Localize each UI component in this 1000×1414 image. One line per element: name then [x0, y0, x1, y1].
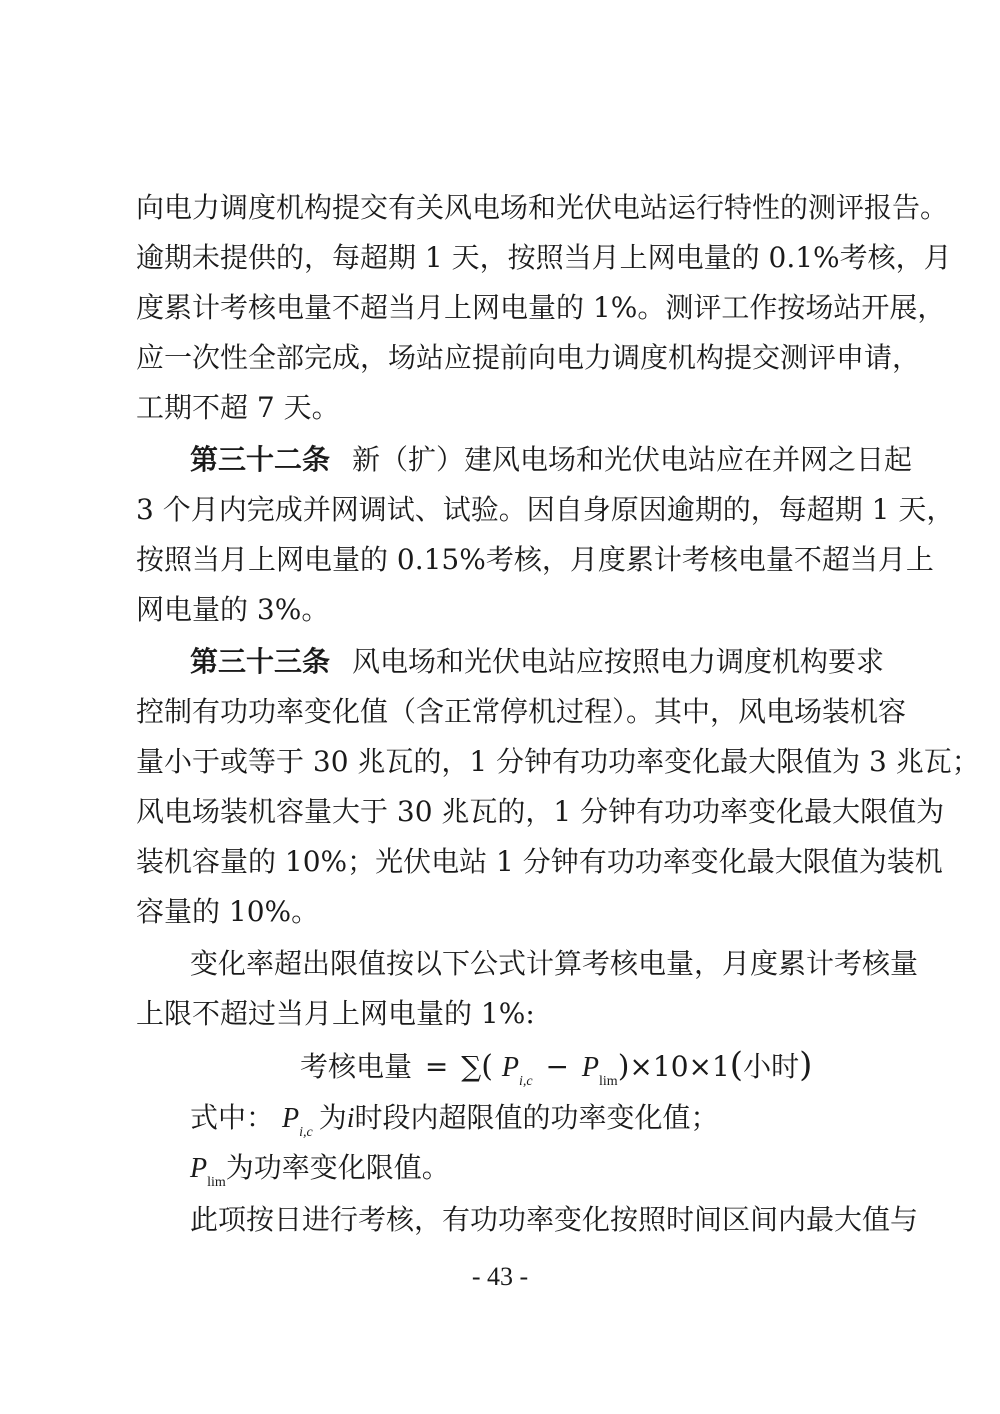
- text: 逾期未提供的，每超期 1 天，按照当月上网电量的 0.1%考核，月: [136, 241, 952, 274]
- legend-sub-ic: i,c: [299, 1125, 313, 1140]
- formula-open-paren: (: [481, 1049, 494, 1084]
- paragraph-line: [0, 336, 1000, 380]
- text: 上限不超过当月上网电量的 1%:: [136, 997, 535, 1030]
- text: 工期不超 7 天。: [136, 391, 340, 424]
- paragraph-line: [0, 1198, 1000, 1242]
- page-number: - 43 -: [471, 1262, 529, 1291]
- article-33-title: 第三十三条: [190, 645, 331, 678]
- legend-rest: 时段内超限值的功率变化值；: [354, 1101, 719, 1134]
- text: 向电力调度机构提交有关风电场和光伏电站运行特性的测评报告。: [136, 191, 949, 224]
- article-33-heading-line: [0, 640, 1000, 684]
- paragraph-line: [0, 538, 1000, 582]
- text: 度累计考核电量不超当月上网电量的 1%。测评工作按场站开展，: [136, 291, 946, 324]
- formula-sub-ic: i,c: [519, 1074, 533, 1089]
- text: [190, 1096, 719, 1146]
- assessment-formula: [300, 1040, 812, 1090]
- text: 量小于或等于 30 兆瓦的，1 分钟有功功率变化最大限值为 3 兆瓦；: [136, 745, 980, 778]
- paragraph-line: [0, 992, 1000, 1036]
- text: 风电场装机容量大于 30 兆瓦的，1 分钟有功功率变化最大限值为: [136, 795, 945, 828]
- formula-sum: ∑: [461, 1050, 482, 1083]
- paragraph-line: [0, 286, 1000, 330]
- text: 3 个月内完成并网调试、试验。因自身原因逾期的，每超期 1 天，: [136, 493, 955, 526]
- formula-unit-close: ): [799, 1045, 813, 1085]
- paragraph-line: [0, 840, 1000, 884]
- formula-factor: ×10×1: [629, 1050, 730, 1083]
- article-32-title: 第三十二条: [190, 443, 331, 476]
- legend-prefix: 式中：: [190, 1101, 275, 1134]
- paragraph-line: [0, 386, 1000, 430]
- legend-suffix: 为: [318, 1101, 347, 1134]
- legend-sub-lim: lim: [207, 1175, 226, 1190]
- legend-p-lim: P: [190, 1153, 208, 1184]
- formula-sub-lim: lim: [599, 1074, 618, 1089]
- text: 按照当月上网电量的 0.15%考核，月度累计考核电量不超当月上: [136, 543, 934, 576]
- formula-legend-line: [0, 1096, 1000, 1140]
- formula-legend-line: [0, 1146, 1000, 1190]
- text: 应一次性全部完成，场站应提前向电力调度机构提交测评申请，: [136, 341, 921, 374]
- legend-i: i: [346, 1103, 355, 1134]
- text: 新（扩）建风电场和光伏电站应在并网之日起: [352, 443, 913, 476]
- text: 变化率超出限值按以下公式计算考核电量，月度累计考核量: [190, 947, 919, 980]
- formula-unit-open: (: [729, 1045, 744, 1085]
- paragraph-line: [0, 790, 1000, 834]
- legend-p: P: [282, 1103, 300, 1134]
- text: 此项按日进行考核，有功功率变化按照时间区间内最大值与: [190, 1203, 919, 1236]
- paragraph-line: [0, 186, 1000, 230]
- formula-unit: 小时: [743, 1050, 800, 1083]
- paragraph-line: [0, 690, 1000, 734]
- formula-p: P: [501, 1052, 520, 1083]
- paragraph-line: [0, 890, 1000, 934]
- text: 控制有功功率变化值（含正常停机过程）。其中，风电场装机容: [136, 695, 907, 728]
- paragraph-line: [0, 942, 1000, 986]
- formula-minus: −: [545, 1050, 570, 1083]
- paragraph-line: [0, 236, 1000, 280]
- legend2-suffix: 为功率变化限值。: [225, 1151, 450, 1184]
- article-32-heading-line: [0, 438, 1000, 482]
- text: 网电量的 3%。: [136, 593, 330, 626]
- text: 风电场和光伏电站应按照电力调度机构要求: [352, 645, 885, 678]
- formula-equals: =: [424, 1050, 449, 1083]
- text: 装机容量的 10%；光伏电站 1 分钟有功功率变化最大限值为装机: [136, 845, 943, 878]
- formula-lhs: 考核电量: [300, 1050, 413, 1083]
- text: [190, 1146, 450, 1196]
- formula-p-lim: P: [581, 1052, 600, 1083]
- paragraph-line: [0, 740, 1000, 784]
- formula-close-paren: ): [617, 1049, 630, 1084]
- paragraph-line: [0, 488, 1000, 532]
- text: 容量的 10%。: [136, 895, 320, 928]
- paragraph-line: [0, 588, 1000, 632]
